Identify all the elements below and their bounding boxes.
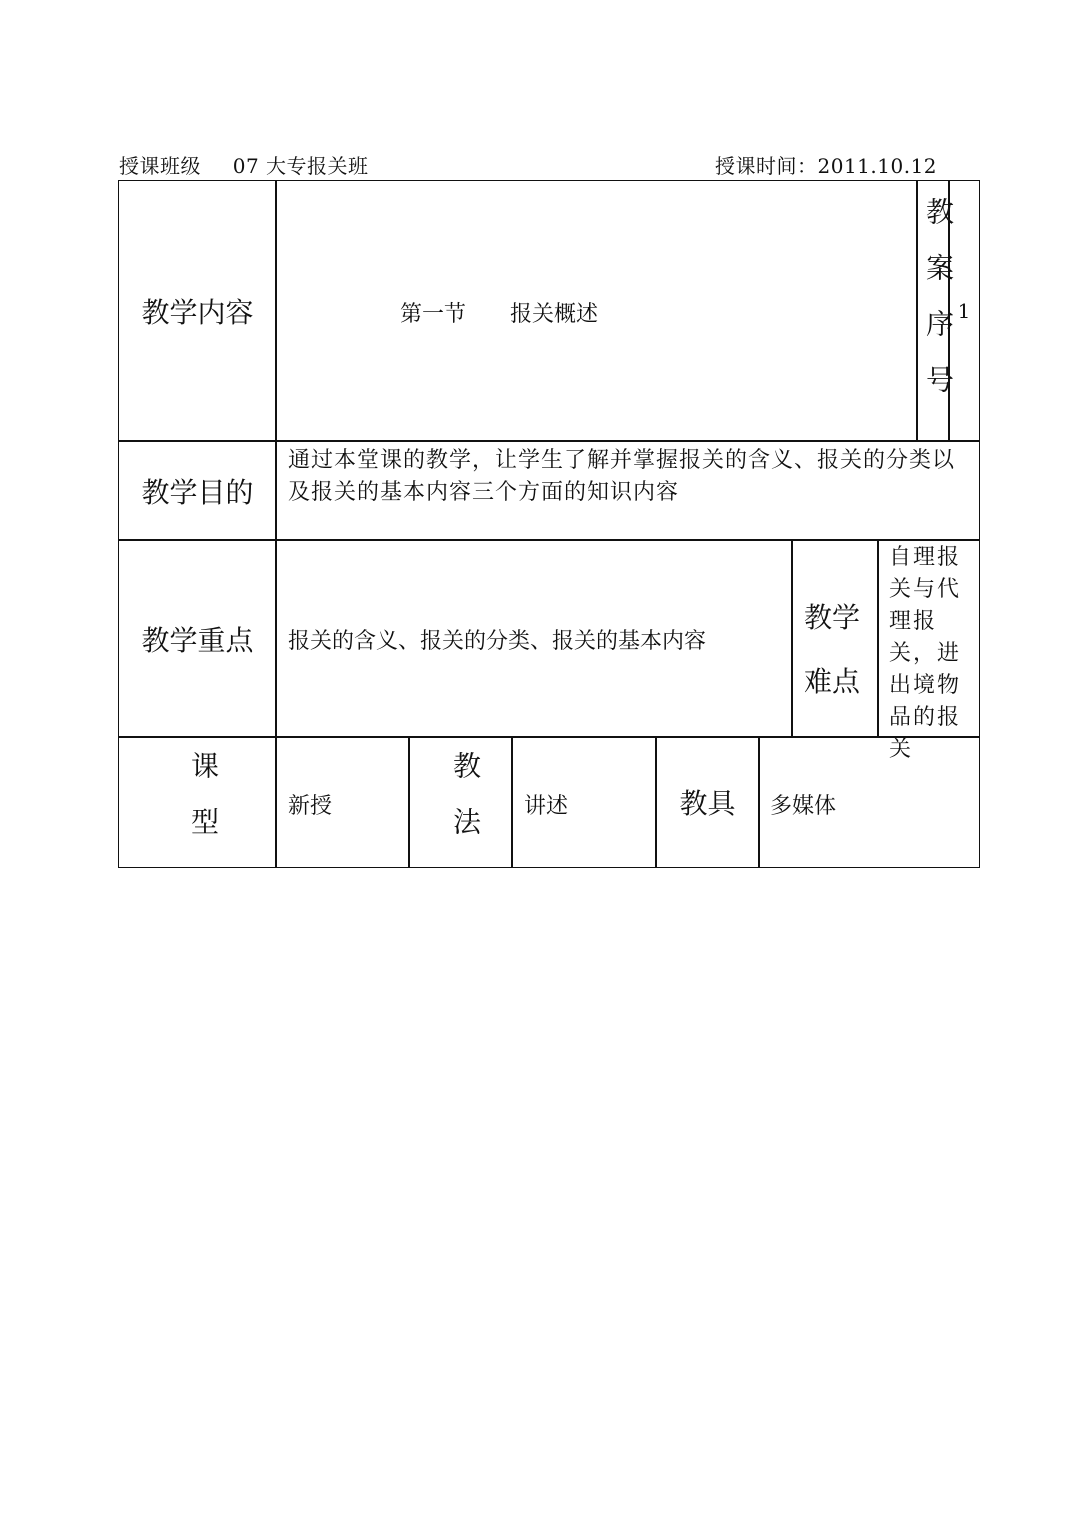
type-label-cell [118,736,277,868]
method-value-cell [511,736,657,868]
difficulty-label-cell [791,539,879,738]
serial-label: 教案序号 [922,197,955,421]
class-value: 07 大专报关班 [232,154,369,178]
purpose-value-cell [275,440,980,541]
focus-value: 报关的含义、报关的分类、报关的基本内容 [288,629,707,654]
focus-value-cell [275,539,793,738]
serial-label-cell [916,180,955,442]
time-info [715,150,937,179]
purpose-value: 通过本堂课的教学，让学生了解并掌握报关的含义、报关的分类以及报关的基本内容三个方面的知识内容 [288,448,956,505]
content-label: 教学内容 [141,296,254,329]
purpose-label: 教学目的 [141,475,254,509]
difficulty-value-cell [877,539,980,762]
difficulty-value: 自理报关与代理报关，进出境物品的报关 [889,545,962,762]
content-value-cell [275,180,918,442]
difficulty-label: 教学难点 [804,601,861,698]
tools-label-cell [655,736,760,868]
type-label: 课型 [187,751,220,863]
type-value-cell [275,736,410,868]
time-value: 2011.10.12 [817,154,938,178]
tools-value: 多媒体 [770,794,837,819]
method-label-cell [408,736,513,868]
content-value: 第一节 报关概述 [400,302,599,327]
class-info [119,150,369,179]
method-value: 讲述 [524,794,569,819]
type-value: 新授 [288,794,333,819]
time-label: 授课时间： [715,154,818,178]
serial-value-cell [948,180,980,442]
purpose-label-cell [118,440,277,541]
tools-value-cell [758,736,980,868]
class-label: 授课班级 [119,154,201,178]
tools-label: 教具 [679,787,736,820]
content-label-cell [118,180,277,442]
serial-value: 1 [957,299,971,323]
method-label: 教法 [449,751,482,863]
focus-label-cell [118,539,277,738]
focus-label: 教学重点 [141,623,254,657]
